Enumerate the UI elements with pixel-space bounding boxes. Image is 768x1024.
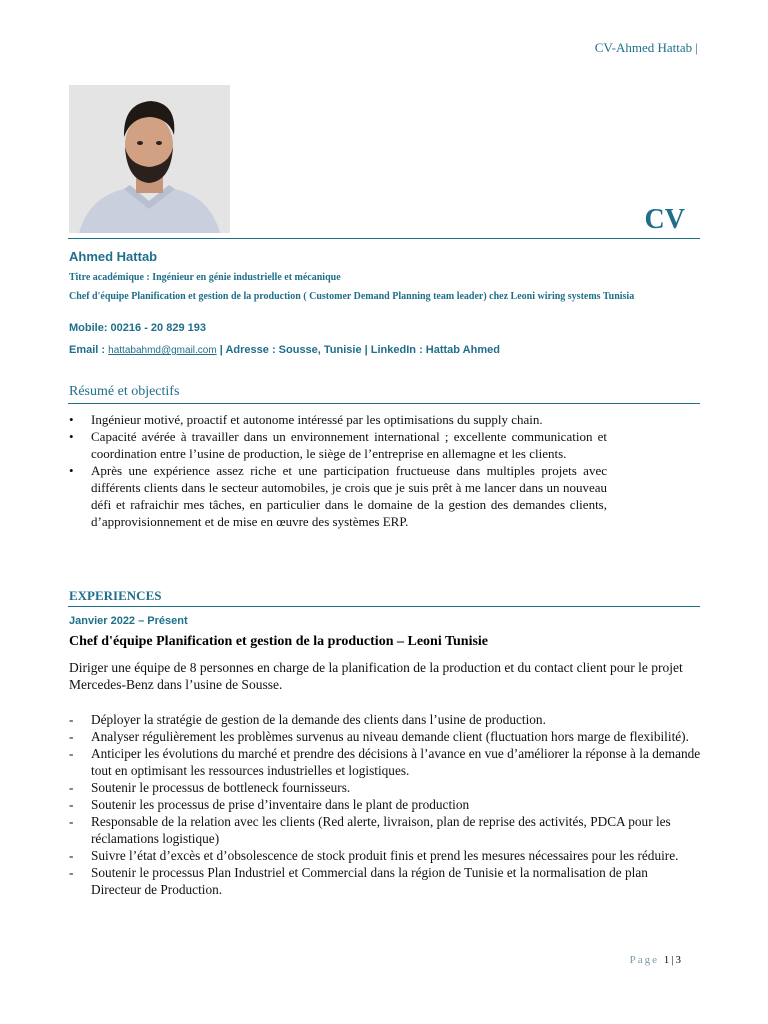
contact-line bbox=[69, 344, 500, 356]
academic-title: Titre académique : Ingénieur en génie industrielle et mécanique bbox=[69, 272, 341, 283]
job-title: Chef d'équipe Planification et gestion de la production – Leoni Tunisie bbox=[69, 634, 489, 649]
duty-item: - Suivre l’état d’excès et d’obsolescence de stock produit finis et prend les mesures nécessaires pour les réduire. bbox=[69, 847, 701, 864]
summary-item: • Après une expérience assez riche et une participation fructueuse dans multiples projets avec différents clients dans le secteur automobiles, je crois que je suis prêt à me lancer dans un nouveau défi et rafraichir mes tâches, en particulier dans le domaine de la gestion des demandes clients, d’approvisionnement et de mise en œuvre des systèmes ERP. bbox=[69, 462, 607, 530]
duty-item: - Soutenir le processus de bottleneck fournisseurs. bbox=[69, 779, 701, 796]
header-divider bbox=[68, 238, 700, 239]
page-total: 3 bbox=[675, 954, 683, 966]
person-name: Ahmed Hattab bbox=[69, 249, 158, 264]
page-number: 1 bbox=[663, 954, 672, 966]
summary-item: • Capacité avérée à travailler dans un environnement international ; excellente communication et coordination entre l’usine de production, le siège de l’entreprise en allemagne et les clients. bbox=[69, 428, 607, 462]
summary-list bbox=[69, 411, 607, 530]
duty-item: - Responsable de la relation avec les clients (Red alerte, livraison, plan de reprise des activités, PDCA pour les réclamations logistique) bbox=[69, 813, 701, 847]
email-label: Email : bbox=[69, 344, 106, 356]
profile-photo bbox=[69, 85, 230, 233]
duty-item: - Analyser régulièrement les problèmes survenus au niveau demande client (fluctuation hors marge de flexibilité). bbox=[69, 728, 701, 745]
duty-item: - Soutenir le processus Plan Industriel et Commercial dans la région de Tunisie et la normalisation de plan Directeur de Production. bbox=[69, 864, 701, 898]
mobile-number: Mobile: 00216 - 20 829 193 bbox=[69, 322, 206, 334]
page-word: Page bbox=[629, 954, 660, 966]
duty-item: - Déployer la stratégie de gestion de la demande des clients dans l’usine de production. bbox=[69, 711, 701, 728]
email-link[interactable]: hattabahmd@gmail.com bbox=[108, 345, 217, 356]
summary-heading: Résumé et objectifs bbox=[69, 384, 180, 399]
summary-divider bbox=[68, 403, 700, 404]
header-tag: CV-Ahmed Hattab | bbox=[594, 40, 698, 55]
page-footer bbox=[630, 954, 683, 966]
duty-item: - Anticiper les évolutions du marché et prendre des décisions à l’avance en vue d’améliorer la réponse à la demande tout en optimisant les ressources industrielles et logistiques. bbox=[69, 745, 701, 779]
address-linkedin: | Adresse : Sousse, Tunisie | LinkedIn : Hattab Ahmed bbox=[219, 344, 500, 356]
current-role: Chef d'équipe Planification et gestion de la production ( Customer Demand Planning team leader) chez Leoni wiring systems Tunisia bbox=[69, 291, 635, 302]
cv-heading: CV bbox=[644, 204, 685, 235]
experiences-heading: EXPERIENCES bbox=[69, 588, 162, 603]
duty-item: - Soutenir les processus de prise d’inventaire dans le plant de production bbox=[69, 796, 701, 813]
job-date: Janvier 2022 – Présent bbox=[69, 615, 188, 627]
duties-list bbox=[69, 711, 701, 898]
summary-item: • Ingénieur motivé, proactif et autonome intéressé par les optimisations du supply chain. bbox=[69, 411, 607, 428]
job-description: Diriger une équipe de 8 personnes en charge de la planification de la production et du contact client pour le projet Mercedes-Benz dans l’usine de Sousse. bbox=[69, 660, 683, 692]
experiences-divider bbox=[68, 606, 700, 607]
page-separator: | bbox=[671, 954, 676, 966]
